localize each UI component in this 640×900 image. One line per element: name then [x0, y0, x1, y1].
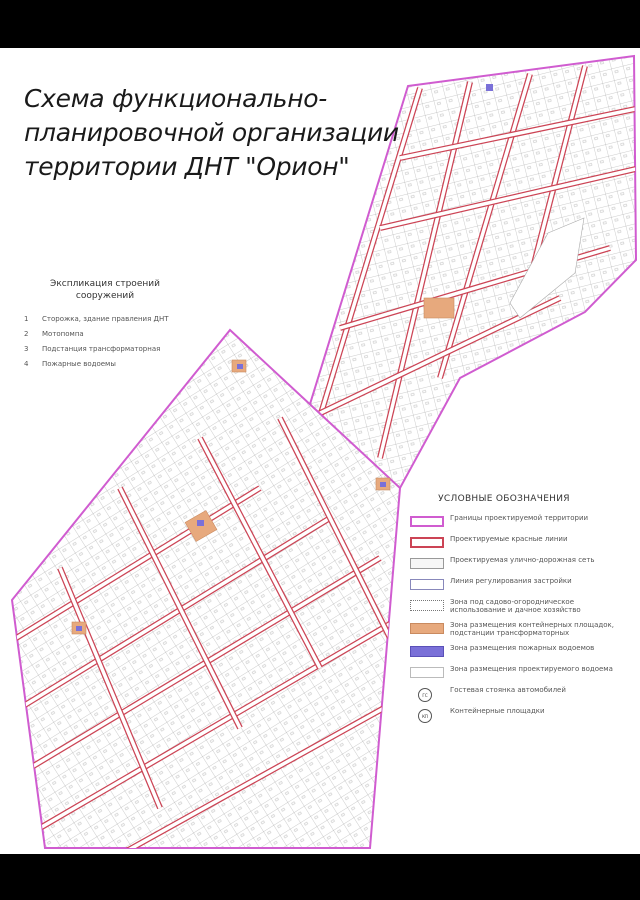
container-zone	[424, 298, 454, 318]
explication-heading-2: сооружений	[75, 291, 135, 301]
explication-item: 4 Пожарные водоемы	[24, 360, 116, 368]
legend-block	[408, 494, 640, 728]
legend-item-red-lines: Проектируемые красные линии	[408, 535, 640, 556]
parking-symbol-icon: ГС	[418, 688, 432, 702]
fire-pond-zone	[76, 626, 82, 631]
explication-block	[20, 278, 190, 368]
title-line-1: Схема функционально-	[24, 84, 327, 113]
legend-heading: УСЛОВНЫЕ ОБОЗНАЧЕНИЯ	[438, 494, 570, 504]
explication-item: 3 Подстанция трансформаторная	[24, 345, 161, 353]
fire-pond-zone	[486, 84, 493, 91]
boundary-swatch	[410, 516, 444, 527]
red-lines-swatch	[410, 537, 444, 548]
fire-pond-zone	[237, 364, 243, 369]
fire-pond-zone	[380, 482, 386, 487]
legend-item-regulation-line: Линия регулирования застройки	[408, 577, 640, 598]
legend-item-guest-parking: ГС Гостевая стоянка автомобилей	[408, 686, 640, 707]
road-swatch	[410, 558, 444, 569]
legend-item-road-network: Проектируемая улично-дорожная сеть	[408, 556, 640, 577]
legend-item-boundary: Границы проектируемой территории	[408, 514, 640, 535]
pond-swatch	[410, 667, 444, 678]
legend-item-container-zone: Зона размещения контейнерных площадок, подстанции трансформаторных	[408, 621, 640, 644]
legend-item-fire-pond-zone: Зона размещения пожарных водоемов	[408, 644, 640, 665]
regulation-swatch	[410, 579, 444, 590]
garden-swatch	[410, 600, 444, 611]
legend-item-container-sites: КП Контейнерные площадки	[408, 707, 640, 728]
container-symbol-icon: КП	[418, 709, 432, 723]
title-line-2: планировочной организации	[24, 118, 399, 147]
legend-item-planned-pond: Зона размещения проектируемого водоема	[408, 665, 640, 686]
legend-item-garden-zone: Зона под садово-огородническое использование и дачное хозяйство	[408, 598, 640, 621]
container-swatch	[410, 623, 444, 634]
explication-item: 1 Сторожка, здание правления ДНТ	[24, 315, 169, 323]
explication-item: 2 Мотопомпа	[24, 330, 84, 338]
explication-heading-1: Экспликация строений	[50, 279, 160, 289]
scheme-sheet	[0, 48, 640, 854]
title-line-3: территории ДНТ "Орион"	[24, 152, 350, 181]
fire-pond-zone	[197, 520, 204, 526]
fire-pond-swatch	[410, 646, 444, 657]
